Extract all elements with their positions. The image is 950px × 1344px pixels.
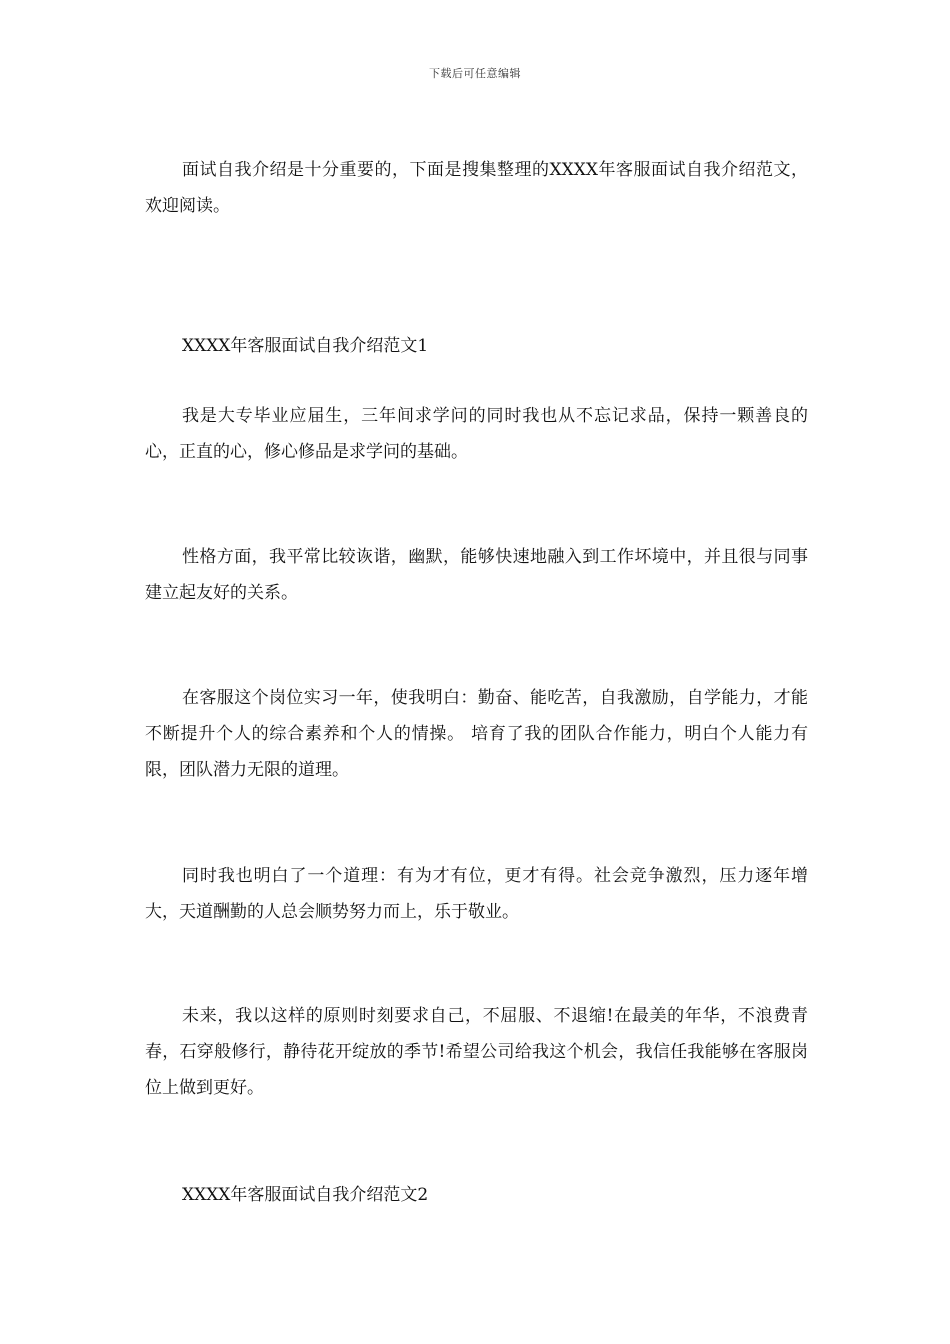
section-heading-2: XXXX年客服面试自我介绍范文2 [182, 1185, 429, 1205]
paragraph-1: 我是大专毕业应届生，三年间求学问的同时我也从不忘记求品，保持一颗善良的心，正直的心，修心修品是求学问的基础。 [145, 406, 808, 462]
paragraph-3: 在客服这个岗位实习一年，使我明白：勤奋、能吃苦，自我激励，自学能力，才能不断提升个人的综合素养和个人的情操。 培育了我的团队合作能力，明白个人能力有限，团队潜力无限的道理。 [145, 688, 808, 780]
intro-paragraph: 面试自我介绍是十分重要的，下面是搜集整理的XXXX年客服面试自我介绍范文，欢迎阅读。 [145, 160, 808, 216]
page-header: 下载后可任意编辑 [429, 67, 521, 80]
paragraph-4: 同时我也明白了一个道理：有为才有位，更才有得。社会竞争激烈，压力逐年增大，天道酬勤的人总会顺势努力而上，乐于敬业。 [145, 866, 808, 922]
paragraph-2: 性格方面，我平常比较诙谐，幽默，能够快速地融入到工作坏境中，并且很与同事建立起友好的关系。 [145, 547, 808, 603]
paragraph-5: 未来，我以这样的原则时刻要求自己，不屈服、不退缩!在最美的年华，不浪费青春，石穿般修行，静待花开绽放的季节!希望公司给我这个机会，我信任我能够在客服岗位上做到更好。 [145, 1006, 808, 1098]
section-heading-1: XXXX年客服面试自我介绍范文1 [182, 336, 429, 356]
